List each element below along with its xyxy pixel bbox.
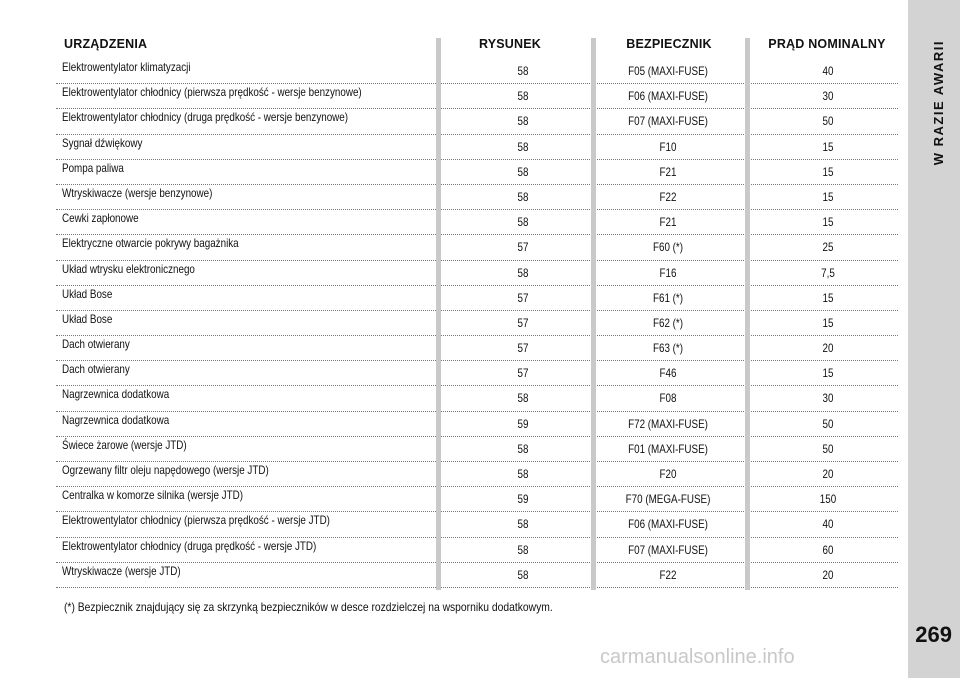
side-tab	[908, 0, 960, 678]
figure-cell: 58	[517, 467, 529, 481]
figure-cell: 57	[517, 366, 529, 381]
table-row	[56, 286, 898, 311]
figure-cell: 58	[517, 64, 529, 78]
device-cell: Elektrowentylator klimatyzacji	[62, 60, 191, 74]
fuse-cell: F22	[659, 189, 677, 204]
table-body	[56, 59, 898, 588]
table-row	[56, 437, 898, 462]
current-cell: 25	[822, 240, 834, 255]
table-header	[56, 32, 898, 59]
table-row	[56, 235, 898, 260]
table-row	[56, 538, 898, 563]
figure-cell: 57	[517, 240, 529, 255]
current-cell: 50	[822, 441, 834, 456]
current-cell: 60	[822, 542, 834, 557]
current-cell: 20	[822, 567, 834, 582]
figure-cell: 58	[517, 114, 529, 129]
fuse-cell: F72 (MAXI-FUSE)	[628, 416, 708, 431]
figure-cell: 58	[517, 139, 529, 154]
device-cell: Układ wtrysku elektronicznego	[62, 261, 195, 276]
page-number: 269	[915, 622, 952, 647]
fuse-cell: F61 (*)	[652, 290, 684, 305]
device-cell: Sygnał dźwiękowy	[62, 135, 143, 150]
current-cell: 15	[822, 315, 834, 330]
header-fuse: BEZPIECZNIK	[626, 37, 712, 51]
header-figure: RYSUNEK	[478, 37, 542, 51]
fuse-cell: F70 (MEGA-FUSE)	[625, 492, 711, 507]
figure-cell: 58	[517, 441, 529, 456]
figure-cell: 58	[517, 164, 529, 179]
current-cell: 15	[822, 139, 834, 154]
column-separator	[745, 38, 750, 590]
figure-cell: 58	[517, 265, 529, 280]
figure-cell: 58	[517, 517, 529, 532]
table-row	[56, 361, 898, 386]
fuse-cell: F05 (MAXI-FUSE)	[628, 64, 708, 78]
footnote: (*) Bezpiecznik znajdujący się za skrzynką bezpieczników w desce rozdzielczej na wsporniku dodatkowym.	[64, 600, 553, 614]
device-cell: Cewki zapłonowe	[62, 211, 139, 226]
table-row	[56, 386, 898, 411]
fuse-cell: F07 (MAXI-FUSE)	[628, 542, 708, 557]
fuse-cell: F10	[659, 139, 677, 154]
table-row	[56, 84, 898, 109]
current-cell: 40	[822, 517, 834, 532]
fuse-table	[56, 32, 898, 588]
current-cell: 15	[822, 215, 834, 230]
device-cell: Ogrzewany filtr oleju napędowego (wersje JTD)	[62, 463, 269, 477]
device-cell: Wtryskiwacze (wersje JTD)	[62, 563, 181, 578]
figure-cell: 58	[517, 89, 529, 104]
fuse-cell: F06 (MAXI-FUSE)	[628, 517, 708, 532]
figure-cell: 58	[517, 567, 529, 582]
fuse-cell: F60 (*)	[652, 240, 684, 255]
table-row	[56, 160, 898, 185]
table-row	[56, 462, 898, 487]
fuse-cell: F22	[659, 567, 677, 582]
device-cell: Układ Bose	[62, 311, 113, 326]
device-cell: Centralka w komorze silnika (wersje JTD)	[62, 488, 243, 503]
table-row	[56, 311, 898, 336]
fuse-cell: F08	[659, 391, 677, 406]
current-cell: 50	[822, 114, 834, 129]
table-row	[56, 563, 898, 588]
current-cell: 7,5	[821, 265, 835, 280]
fuse-cell: F16	[659, 265, 677, 280]
current-cell: 15	[822, 189, 834, 204]
fuse-cell: F46	[659, 366, 677, 381]
table-row	[56, 512, 898, 537]
section-title: W RAZIE AWARII	[931, 40, 946, 166]
current-cell: 15	[822, 290, 834, 305]
figure-cell: 58	[517, 189, 529, 204]
figure-cell: 59	[517, 492, 529, 507]
device-cell: Nagrzewnica dodatkowa	[62, 412, 170, 427]
figure-cell: 59	[517, 416, 529, 431]
current-cell: 15	[822, 366, 834, 381]
current-cell: 15	[822, 164, 834, 179]
figure-cell: 58	[517, 542, 529, 557]
column-separator	[591, 38, 596, 590]
current-cell: 150	[819, 492, 837, 507]
device-cell: Świece żarowe (wersje JTD)	[62, 437, 187, 452]
current-cell: 30	[822, 391, 834, 406]
fuse-cell: F01 (MAXI-FUSE)	[628, 441, 708, 456]
figure-cell: 57	[517, 315, 529, 330]
table-row	[56, 135, 898, 160]
figure-cell: 58	[517, 215, 529, 230]
table-row	[56, 59, 898, 84]
fuse-cell: F07 (MAXI-FUSE)	[628, 114, 708, 129]
header-current: PRĄD NOMINALNY	[768, 37, 886, 51]
table-row	[56, 487, 898, 512]
device-cell: Elektrowentylator chłodnicy (druga prędkość - wersje benzynowe)	[62, 110, 349, 125]
header-device: URZĄDZENIA	[64, 37, 148, 51]
current-cell: 20	[822, 341, 834, 356]
current-cell: 40	[822, 64, 834, 78]
figure-cell: 57	[517, 341, 529, 356]
fuse-cell: F20	[659, 467, 677, 481]
fuse-cell: F21	[659, 164, 677, 179]
device-cell: Dach otwierany	[62, 337, 130, 352]
current-cell: 30	[822, 89, 834, 104]
table-row	[56, 185, 898, 210]
current-cell: 50	[822, 416, 834, 431]
table-row	[56, 412, 898, 437]
device-cell: Elektrowentylator chłodnicy (pierwsza prędkość - wersje benzynowe)	[62, 85, 362, 100]
device-cell: Pompa paliwa	[62, 160, 124, 175]
device-cell: Elektrowentylator chłodnicy (druga prędkość - wersje JTD)	[62, 538, 317, 553]
device-cell: Wtryskiwacze (wersje benzynowe)	[62, 185, 213, 200]
fuse-cell: F63 (*)	[652, 341, 684, 356]
device-cell: Nagrzewnica dodatkowa	[62, 387, 170, 402]
table-row	[56, 261, 898, 286]
device-cell: Elektrowentylator chłodnicy (pierwsza prędkość - wersje JTD)	[62, 513, 330, 528]
current-cell: 20	[822, 467, 834, 481]
fuse-cell: F21	[659, 215, 677, 230]
table-row	[56, 336, 898, 361]
figure-cell: 58	[517, 391, 529, 406]
fuse-cell: F06 (MAXI-FUSE)	[628, 89, 708, 104]
device-cell: Układ Bose	[62, 286, 113, 301]
column-separator	[436, 38, 441, 590]
device-cell: Elektryczne otwarcie pokrywy bagażnika	[62, 236, 239, 251]
fuse-cell: F62 (*)	[652, 315, 684, 330]
figure-cell: 57	[517, 290, 529, 305]
table-row	[56, 109, 898, 134]
watermark: carmanualsonline.info	[600, 646, 795, 668]
table-row	[56, 210, 898, 235]
device-cell: Dach otwierany	[62, 362, 130, 377]
